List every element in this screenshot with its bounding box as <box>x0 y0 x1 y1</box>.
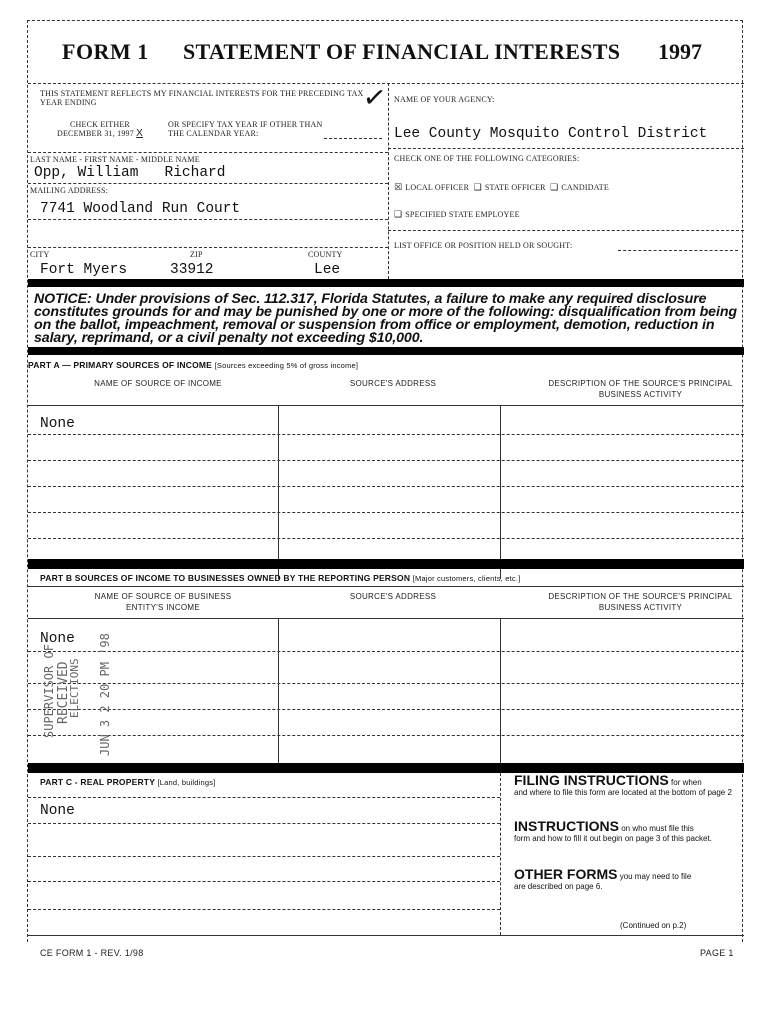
table-row <box>28 909 500 910</box>
divider <box>28 618 744 619</box>
table-row <box>28 709 744 710</box>
other-forms <box>514 866 740 892</box>
table-row <box>28 881 500 882</box>
divider <box>28 152 388 153</box>
mailing-address-label: MAILING ADDRESS: <box>30 186 109 195</box>
specified-employee-checkbox[interactable]: ❑ <box>394 210 403 220</box>
divider <box>278 405 279 579</box>
city-field[interactable]: Fort Myers <box>40 262 128 278</box>
december-checkbox[interactable]: X <box>136 128 144 139</box>
part-b-col-address: SOURCE'S ADDRESS <box>349 592 437 601</box>
divider <box>500 773 501 935</box>
local-officer-checkbox[interactable]: ☒ <box>394 183 403 193</box>
specify-tax-year-field[interactable] <box>324 138 382 139</box>
stamp-line: RECEIVED <box>56 661 71 724</box>
form-title: STATEMENT OF FINANCIAL INTERESTS <box>183 39 621 64</box>
specify-tax-year-label: OR SPECIFY TAX YEAR IF OTHER THAN THE CALENDAR YEAR: <box>168 120 323 138</box>
divider <box>500 618 501 763</box>
received-stamp <box>36 606 126 756</box>
name-label: LAST NAME - FIRST NAME - MIDDLE NAME <box>30 155 200 164</box>
footer-page-number: PAGE 1 <box>700 948 734 958</box>
form-year: 1997 <box>658 39 702 64</box>
divider <box>388 230 744 231</box>
county-label: COUNTY <box>308 250 343 259</box>
state-officer-checkbox[interactable]: ❑ <box>473 183 482 193</box>
local-officer-label: LOCAL OFFICER <box>405 183 470 192</box>
divider <box>28 405 744 406</box>
part-a-header <box>28 360 358 370</box>
divider <box>28 935 744 936</box>
filing-instructions-text: and where to file this form are located at the bottom of page 2 <box>514 788 732 797</box>
divider <box>28 219 388 220</box>
part-c-header <box>40 777 216 787</box>
zip-field[interactable]: 33912 <box>170 262 214 278</box>
part-b-col-name: NAME OF SOURCE OF BUSINESS ENTITY'S INCOME <box>94 592 232 612</box>
december-label: DECEMBER 31, 1997 <box>56 129 134 138</box>
zip-label: ZIP <box>190 250 203 259</box>
instructions-inline: on who must file this <box>621 824 694 833</box>
part-a-col-address: SOURCE'S ADDRESS <box>349 379 437 388</box>
stamp-line: JUN 3 2 20 PM '98 <box>98 633 112 756</box>
table-row <box>28 538 744 539</box>
category-options <box>394 183 609 193</box>
check-either-label <box>40 120 160 138</box>
part-a-subtitle: [Sources exceeding 5% of gross income] <box>214 361 359 370</box>
footer-form-id: CE FORM 1 - REV. 1/98 <box>40 948 144 958</box>
categories-label: CHECK ONE OF THE FOLLOWING CATEGORIES: <box>394 154 580 163</box>
instructions-text: form and how to fill it out begin on page 3 of this packet. <box>514 834 712 843</box>
part-a-col-name: NAME OF SOURCE OF INCOME <box>94 379 222 388</box>
table-row <box>28 735 744 736</box>
part-a-entry[interactable]: None <box>40 416 75 432</box>
other-forms-text: are described on page 6. <box>514 882 603 891</box>
specified-employee-label: SPECIFIED STATE EMPLOYEE <box>405 210 520 219</box>
part-c-title: PART C - REAL PROPERTY <box>40 777 155 787</box>
section-bar <box>28 559 744 569</box>
specified-employee-option <box>394 210 520 220</box>
stamp-line: ELECTIONS <box>68 658 81 718</box>
part-c-subtitle: [Land, buildings] <box>157 778 216 787</box>
office-label: LIST OFFICE OR POSITION HELD OR SOUGHT: <box>394 241 573 250</box>
divider <box>278 618 279 763</box>
other-forms-title: OTHER FORMS <box>514 866 618 882</box>
tax-year-intro: THIS STATEMENT REFLECTS MY FINANCIAL INTERESTS FOR THE PRECEDING TAX YEAR ENDING <box>40 89 364 107</box>
divider <box>388 148 744 149</box>
divider <box>388 83 389 279</box>
county-field[interactable]: Lee <box>314 262 341 278</box>
part-a-title: PART A — PRIMARY SOURCES OF INCOME <box>28 360 213 370</box>
agency-field[interactable]: Lee County Mosquito Control District <box>394 126 708 142</box>
candidate-checkbox[interactable]: ❑ <box>550 183 559 193</box>
table-row <box>28 512 744 513</box>
part-a-col-description: DESCRIPTION OF THE SOURCE'S PRINCIPAL BUSINESS ACTIVITY <box>548 379 733 399</box>
part-b-subtitle: [Major customers, clients, etc.] <box>412 574 521 583</box>
stamp-line: SUPERVISOR OF <box>42 644 56 738</box>
table-row <box>28 434 744 435</box>
section-bar <box>28 279 744 287</box>
form-label: FORM 1 <box>62 39 149 64</box>
name-field[interactable]: Opp, William Richard <box>34 165 226 181</box>
divider <box>28 183 388 184</box>
part-b-header <box>40 573 520 583</box>
divider <box>28 586 744 587</box>
instructions-title: INSTRUCTIONS <box>514 818 619 834</box>
table-row <box>28 651 744 652</box>
divider <box>500 405 501 579</box>
other-forms-inline: you may need to file <box>619 872 692 881</box>
section-bar <box>28 347 744 355</box>
filing-instructions <box>514 772 740 798</box>
part-b-entry[interactable]: None <box>40 631 75 647</box>
table-row <box>28 486 744 487</box>
office-field[interactable] <box>618 250 738 251</box>
candidate-label: CANDIDATE <box>561 183 609 192</box>
part-b-col-description: DESCRIPTION OF THE SOURCE'S PRINCIPAL BUSINESS ACTIVITY <box>548 592 733 612</box>
form-page <box>27 20 743 942</box>
continued-note: (Continued on p.2) <box>620 921 687 930</box>
divider <box>28 247 388 248</box>
filing-instructions-title: FILING INSTRUCTIONS <box>514 772 669 788</box>
notice-text: NOTICE: Under provisions of Sec. 112.317, Florida Statutes, a failure to make any required disclosure constitutes grounds for and may be punished by one or more of the following: disqualification from being on the ballot, impeachment, removal or suspension from office or employment, demotion, reduction in salary, reprimand, or a civil penalty not exceeding $10,000. <box>34 291 737 346</box>
table-row <box>28 823 500 824</box>
part-c-entry[interactable]: None <box>40 803 75 819</box>
part-b-title: PART B SOURCES OF INCOME TO BUSINESSES OWNED BY THE REPORTING PERSON <box>40 573 411 583</box>
filing-instructions-inline: for when <box>671 778 702 787</box>
agency-label: NAME OF YOUR AGENCY: <box>394 95 495 104</box>
state-officer-label: STATE OFFICER <box>484 183 546 192</box>
city-label: CITY <box>30 250 50 259</box>
mailing-address-field[interactable]: 7741 Woodland Run Court <box>40 201 241 217</box>
table-row <box>28 683 744 684</box>
check-mark-icon: ✓ <box>360 79 389 116</box>
table-row <box>28 460 744 461</box>
check-either-text: CHECK EITHER <box>70 120 130 129</box>
table-row <box>28 856 500 857</box>
instructions <box>514 818 740 844</box>
table-row <box>28 797 500 798</box>
